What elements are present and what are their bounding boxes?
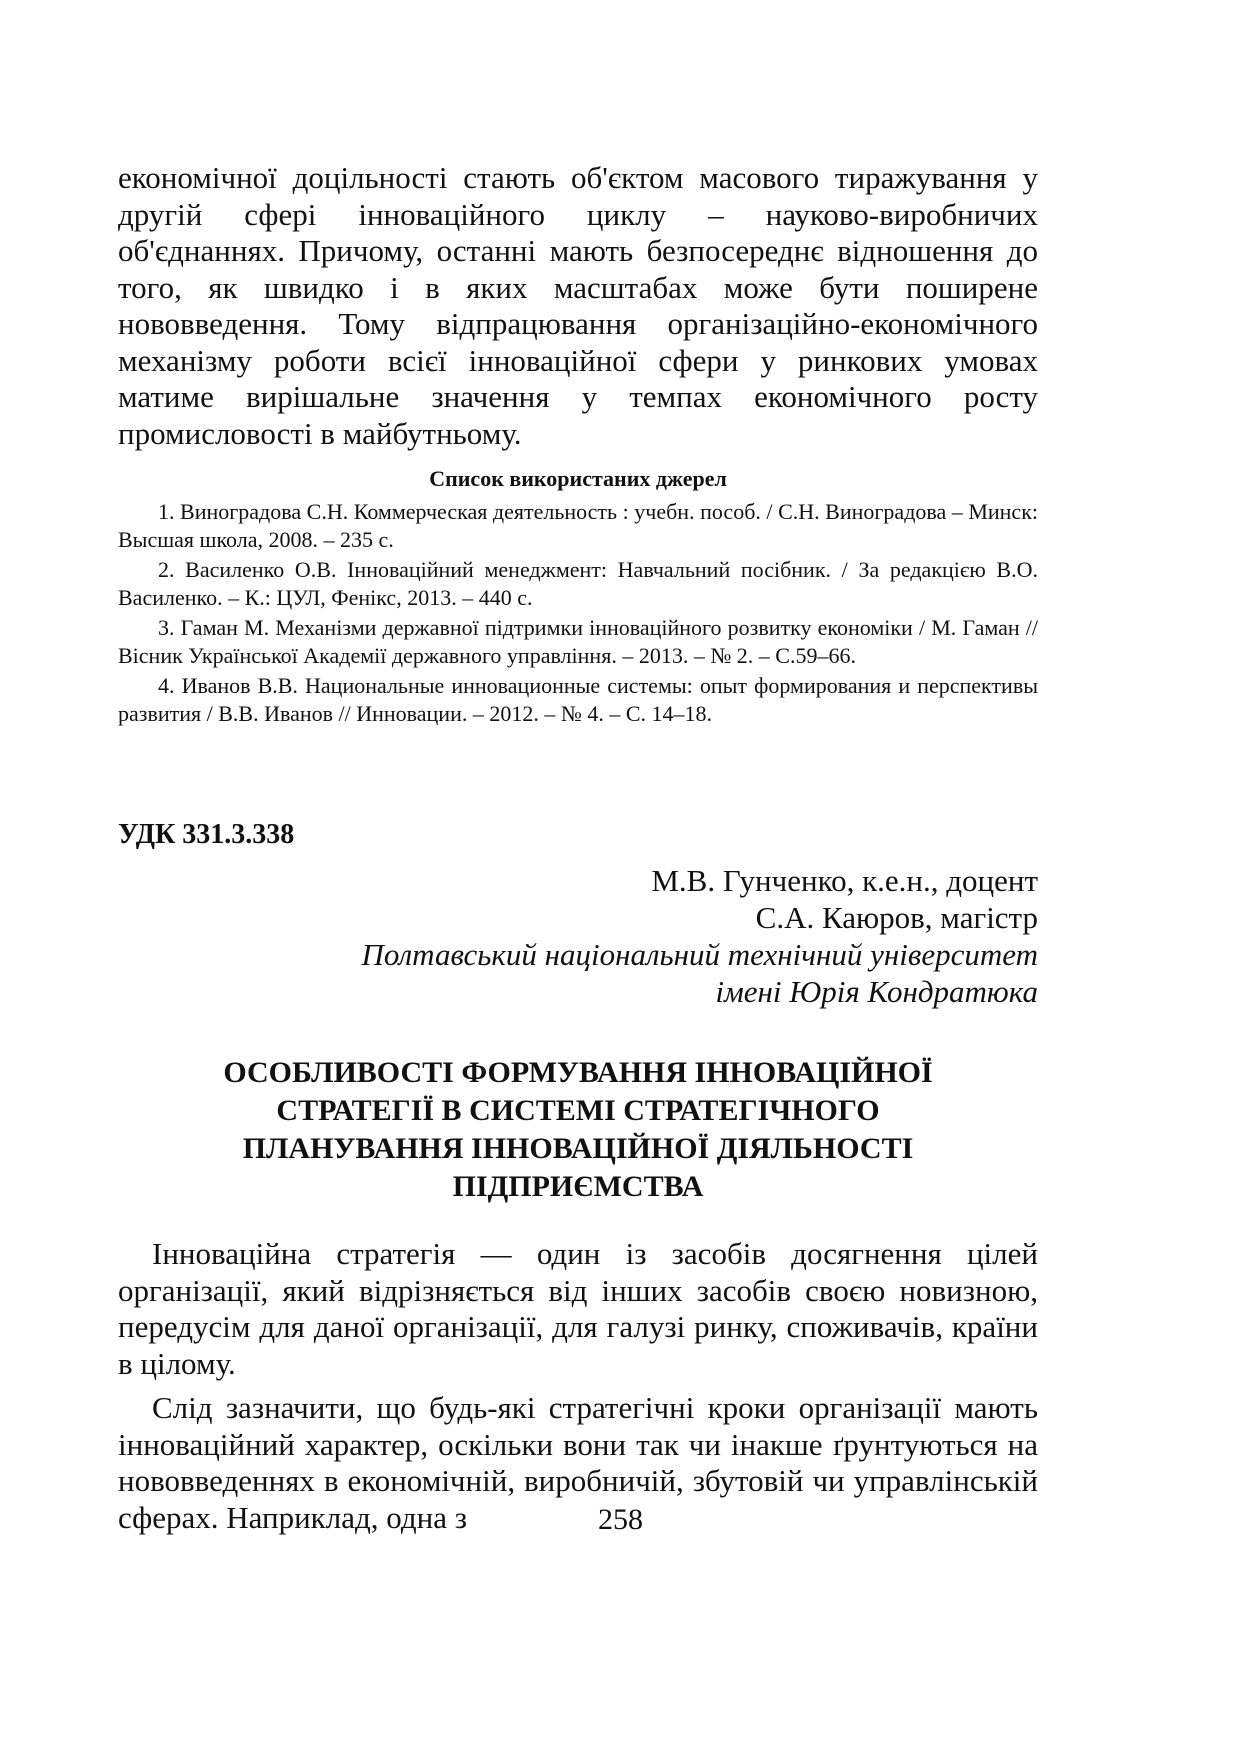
body-paragraph-2: Слід зазначити, що будь-які стратегічні кроки організації мають інноваційний характер, оскільки вони так чи інакше ґрунтуються на нововведеннях в економічній, виробничій, збутовій чи управлінській сферах. Наприклад, одна з: [118, 1390, 1038, 1535]
article-title: [118, 1054, 1038, 1206]
article-title-line: ПЛАНУВАННЯ ІННОВАЦІЙНОЇ ДІЯЛЬНОСТІ: [242, 1132, 914, 1165]
article-title-line: ПІДПРИЄМСТВА: [452, 1170, 704, 1203]
reference-item: 2. Василенко О.В. Інноваційний менеджмент: Навчальний посібник. / За редакцією В.О. Василенко. – К.: ЦУЛ, Фенікс, 2013. – 440 с.: [118, 557, 1038, 610]
reference-item: 1. Виноградова С.Н. Коммерческая деятельность : учебн. пособ. / С.Н. Виноградова – Минск: Высшая школа, 2008. – 235 с.: [118, 499, 1038, 552]
body-paragraph-1: Інноваційна стратегія — один із засобів досягнення цілей організації, який відрізняється від інших засобів своєю новизною, передусім для даної організації, для галузі ринку, споживачів, країни в цілому.: [118, 1236, 1038, 1381]
article-title-line: СТРАТЕГІЇ В СИСТЕМІ СТРАТЕГІЧНОГО: [276, 1094, 880, 1127]
references-list: [118, 498, 1038, 728]
institution-line-2: імені Юрія Кондратюка: [715, 974, 1038, 1009]
udk-code: УДК 331.3.338: [118, 819, 295, 850]
document-page: [118, 160, 1038, 1544]
reference-item: 4. Иванов В.В. Национальные инновационные системы: опыт формирования и перспективы развития / В.В. Иванов // Инновации. – 2012. – № 4. – С. 14–18.: [118, 673, 1038, 726]
intro-paragraph: економічної доцільності стають об'єктом масового тиражування у другій сфері інноваційного циклу – науково-виробничих об'єднаннях. Причому, останні мають безпосереднє відношення до того, як швидко і в яких масштабах може бути поширене нововведення. Тому відпрацювання організаційно-економічного механізму роботи всієї інноваційної сфери у ринкових умовах матиме вирішальне значення у темпах економічного росту промисловості в майбутньому.: [118, 160, 1038, 451]
page-number: 258: [598, 1503, 643, 1536]
institution-line-1: Полтавський національний технічний університет: [361, 937, 1038, 972]
author-1: М.В. Гунченко, к.е.н., доцент: [651, 863, 1038, 898]
authors-block: [118, 862, 1038, 1010]
article-title-line: ОСОБЛИВОСТІ ФОРМУВАННЯ ІННОВАЦІЙНОЇ: [223, 1056, 933, 1089]
reference-item: 3. Гаман М. Механізми державної підтримки інноваційного розвитку економіки / М. Гаман // Вісник Української Академії державного управління. – 2013. – № 2. – С.59–66.: [118, 615, 1038, 668]
references-title: Список використаних джерел: [429, 466, 727, 491]
author-2: С.А. Каюров, магістр: [755, 900, 1038, 935]
